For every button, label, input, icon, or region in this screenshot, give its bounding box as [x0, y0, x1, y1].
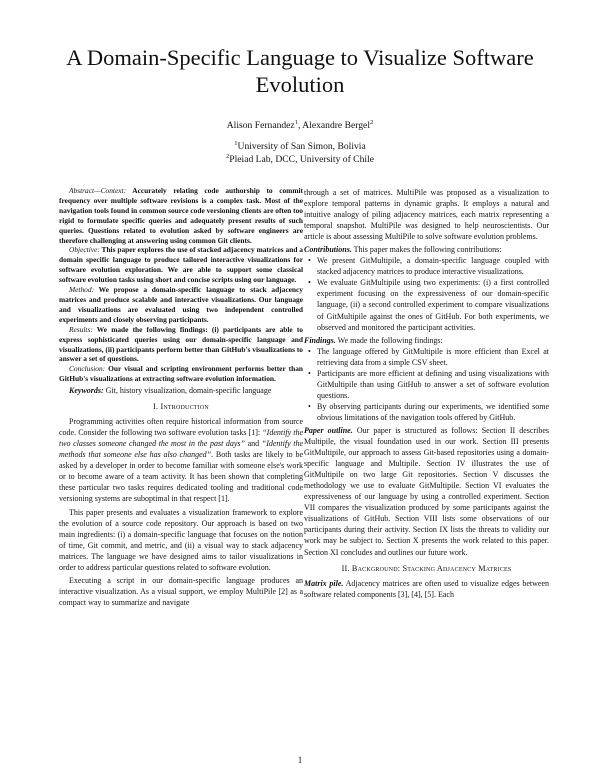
abstract-text: We made the following findings: (i) participants are able to express sophisticated queries using our domain-specific language and visualizations, (ii) participants perform better than GitHub's visualizations to answer a set of questions. — [59, 324, 303, 364]
keywords-text: Git, history visualization, domain-specific language — [103, 386, 272, 396]
abstract-text: Our visual and scripting environment performs better than GitHub's visualizations at extracting software evolution information. — [59, 364, 303, 384]
list-item: • We evaluate GitMultipile using two experiments: (i) a first controlled experiment focusing on the expressiveness of our domain-specific language, (ii) a second controlled experiment to compare visualizations of GitMultipile against the ones of GitHub. For both experiments, we observed and monitored the participant activities. — [304, 277, 549, 332]
abstract-objective — [59, 245, 303, 285]
author-sup: 1 — [294, 118, 298, 126]
contributions-list — [304, 255, 549, 332]
outline-paragraph — [304, 425, 549, 558]
findings-list — [304, 346, 549, 423]
author-separator: , — [297, 120, 303, 131]
abstract-context — [59, 186, 303, 245]
abstract-text: This paper explores the use of stacked adjacency matrices and a domain specific language to produce tailored interactive visualizations for software evolution exploration. We are able to support some classical software evolution tasks using short and concise scripts using our language. — [59, 245, 303, 285]
author-name: Alexandre Bergel — [302, 120, 370, 131]
abstract-text: Accurately relating code authorship to commit frequency over multiple software revisions is a complex task. Most of the navigation tools found in common source code versioning clients are often too rigid to formulate specific queries and adequately present results of such queries. Questions related to evolution asked by software engineers are therefore challenging at answering using common Git clients. — [59, 186, 303, 245]
paragraph-text: Adjacency matrices are often used to visualize edges between software related components [3], [4], [5]. Each — [304, 578, 550, 599]
affiliation-sup: 1 — [234, 139, 238, 147]
left-column — [59, 186, 303, 608]
paper-title: A Domain-Specific Language to Visualize Software Evolution — [66, 45, 534, 97]
findings-paragraph — [304, 335, 549, 346]
abstract-label: Objective: — [69, 245, 100, 255]
affiliation-text: University of San Simon, Bolivia — [237, 141, 366, 152]
author-sup: 2 — [370, 118, 374, 126]
right-column — [304, 187, 549, 600]
author-name: Alison Fernandez — [226, 120, 295, 131]
paragraph-text: We made the following findings: — [335, 335, 443, 345]
affiliation-sup: 2 — [226, 152, 230, 160]
intro-paragraph-3: Executing a script in our domain-specific language produces an interactive visualization. As a visual support, we employ MultiPile [2] as a compact way to summarize and navigate — [59, 575, 303, 607]
abstract-label: Conclusion: — [69, 364, 106, 374]
intro-paragraph-2: This paper presents and evaluates a visualization framework to explore the evolution of a source code repository. Our approach is based on two main ingredients: (i) a domain-specific language that focuses on the notion of time, Git commit, and metric, and (ii) a visual way to stack adjacency matrices. The language we have designed aims to tailor visualizations in order to address particular questions related to software evolution. — [59, 507, 303, 572]
task-quote: “Identify the methods that someone else has also changed” — [59, 439, 303, 460]
paragraph-text: . Both tasks are likely to be asked by a developer in order to become familiar with someone else's work or to become aware of a team activity. It has been shown that completing these particular two tasks requires dedicated tooling and traditional code versioning systems are suboptimal in that respect [1]. — [59, 450, 303, 504]
list-item: • We present GitMultipile, a domain-specific language coupled with stacked adjacency matrices to produce interactive visualizations. — [304, 255, 549, 277]
list-item: • Participants are more efficient at defining and using visualizations with GitMultipile than using GitHub to answer a set of software evolution questions. — [304, 368, 549, 401]
list-item: • The language offered by GitMultipile is more efficient than Excel at retrieving data from a simple CSV sheet. — [304, 346, 549, 368]
abstract-label: Method: — [69, 285, 95, 295]
abstract-results — [59, 325, 303, 365]
affiliation-line — [40, 141, 560, 154]
abstract-label: Results: — [69, 324, 93, 334]
paragraph-heading: Paper outline. — [304, 425, 353, 435]
abstract-label: Abstract—Context: — [69, 186, 127, 195]
contributions-paragraph — [304, 244, 549, 255]
paragraph-text: Programming activities often require historical information from source code. Consider the following two software evolution tasks [1]: — [59, 417, 303, 438]
abstract-method — [59, 285, 303, 325]
affiliation-line — [40, 154, 560, 167]
paragraph-heading: Matrix pile. — [304, 578, 344, 588]
keywords-label: Keywords: — [69, 386, 104, 396]
page-number: 1 — [297, 755, 303, 765]
matrix-pile-paragraph — [304, 578, 549, 600]
affiliations — [40, 141, 560, 166]
paragraph-text: and — [245, 439, 262, 449]
paragraph-heading: Findings. — [304, 335, 336, 345]
intro-paragraph-1 — [59, 416, 303, 504]
section-heading-introduction: I. Introduction — [153, 402, 209, 412]
list-item: • By observing participants during our experiments, we identified some obvious limitations of the navigation tools offered by GitHub. — [304, 401, 549, 423]
intro-paragraph-3-continued: through a set of matrices. MultiPile was proposed as a visualization to explore temporal patterns in dynamic graphs. It employs a natural and intuitive analogy of piling adjacency matrices, each matrix representing a temporal snapshot. MultiPile was designed to help neuroscientists. Our article is about assessing MultiPile to solve software evolution problems. — [304, 188, 549, 242]
abstract-conclusion — [59, 364, 303, 384]
section-heading-background: II. Background: Stacking Adjacency Matrices — [341, 563, 512, 573]
abstract-text: We propose a domain-specific language to stack adjacency matrices and produce scalable and interactive visualizations. Our language and visualizations are evaluated using two independent controlled experiments and closely observing participants. — [59, 285, 303, 324]
task-quote: “Identify the two classes someone changed the most in the past days” — [59, 428, 304, 449]
paragraph-text: This paper makes the following contributions: — [351, 245, 502, 255]
keywords — [59, 385, 303, 396]
paragraph-text: Our paper is structured as follows: Section II describes Multipile, the visual foundation used in our work. Section III presents GitMultipile, our approach to assess Git-based repositories using a domain-specific language and Multipile. Section IV illustrates the use of GitMultipile on two large Git repositories. Section V discusses the methodology we use to evaluate GitMultipile. Section VI evaluates the expressiveness of our language by using a controlled experiment. Section VII compares the visualization produced by some participants against the visualizations of GitHub. Section VIII lists some observations of our participants during their activity. Section IX lists the threats to validity our work may be subject to. Section X presents the work related to this paper. Section XI concludes and outlines our future work. — [304, 425, 549, 557]
paragraph-heading: Contributions. — [304, 245, 352, 255]
affiliation-text: Pleiad Lab, DCC, University of Chile — [229, 153, 374, 165]
author-line — [40, 120, 560, 132]
